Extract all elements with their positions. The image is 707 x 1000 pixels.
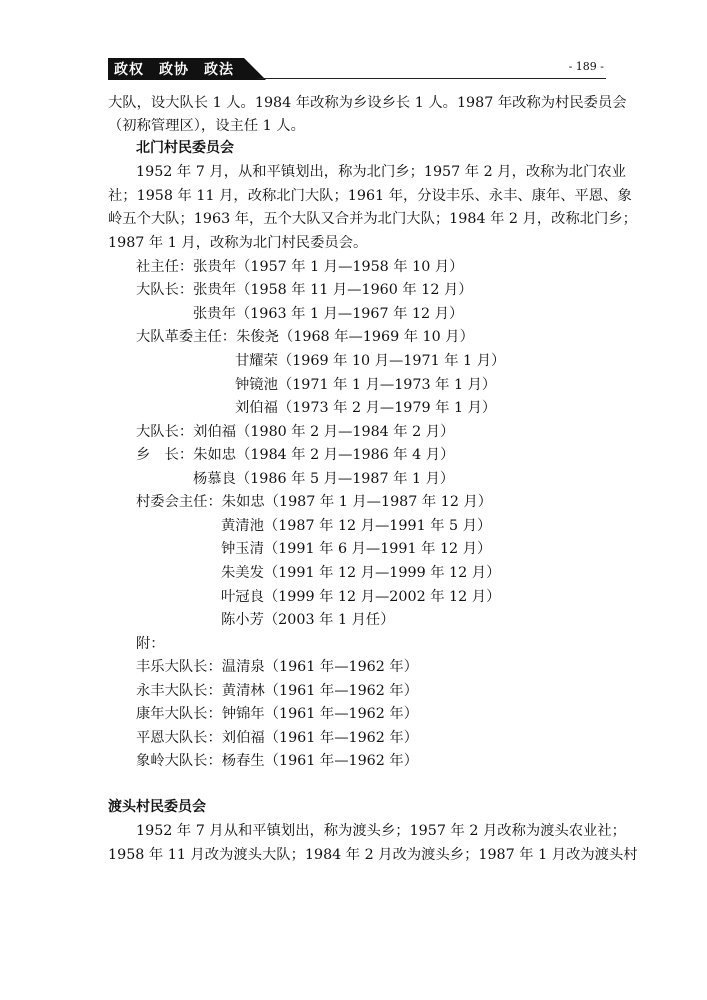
official-entry: 钟玉清（1991 年 6 月—1991 年 12 月） (221, 541, 492, 557)
official-entry: 永丰大队长：黄清林（1961 年—1962 年） (136, 683, 419, 699)
official-entry: 平恩大队长：刘伯福（1961 年—1962 年） (136, 730, 419, 746)
text-line: （初称管理区），设主任 1 人。 (108, 118, 305, 134)
official-entry: 刘伯福（1973 年 2 月—1979 年 1 月） (235, 400, 497, 416)
official-entry: 大队革委主任：朱俊尧（1968 年—1969 年 10 月） (136, 329, 474, 345)
official-entry: 朱美发（1991 年 12 月—1999 年 12 月） (221, 565, 501, 581)
text-line: 社；1958 年 11 月，改称北门大队；1961 年，分设丰乐、永丰、康年、平恩、象 (108, 188, 632, 204)
header-rule (258, 78, 606, 79)
official-entry: 丰乐大队长：温清泉（1961 年—1962 年） (136, 659, 419, 675)
official-entry: 康年大队长：钟锦年（1961 年—1962 年） (136, 706, 419, 722)
official-entry: 象岭大队长：杨春生（1961 年—1962 年） (136, 753, 419, 769)
appendix-label: 附： (136, 636, 165, 652)
official-entry: 村委会主任：朱如忠（1987 年 1 月—1987 年 12 月） (136, 494, 493, 510)
official-entry: 叶冠良（1999 年 12 月—2002 年 12 月） (221, 589, 501, 605)
official-entry: 大队长：张贵年（1958 年 11 月—1960 年 12 月） (136, 282, 473, 298)
text-line: 大队，设大队长 1 人。1984 年改称为乡设乡长 1 人。1987 年改称为村民委员会 (108, 95, 627, 111)
text-line: 岭五个大队；1963 年，五个大队又合并为北门大队；1984 年 2 月，改称北门乡； (108, 211, 637, 227)
official-entry: 杨慕良（1986 年 5 月—1987 年 1 月） (193, 471, 455, 487)
text-line: 1952 年 7 月从和平镇划出，称为渡头乡；1957 年 2 月改称为渡头农业社； (136, 823, 626, 839)
official-entry: 黄清池（1987 年 12 月—1991 年 5 月） (221, 518, 492, 534)
official-entry: 乡 长：朱如忠（1984 年 2 月—1986 年 4 月） (136, 447, 455, 463)
text-line: 1958 年 11 月改为渡头大队；1984 年 2 月改为渡头乡；1987 年 1 月改为渡头村 (108, 847, 638, 863)
section-title: 政权 政协 政法 (114, 62, 234, 78)
official-entry: 甘耀荣（1969 年 10 月—1971 年 1 月） (235, 353, 506, 369)
text-line: 1952 年 7 月，从和平镇划出，称为北门乡；1957 年 2 月，改称为北门农业 (136, 164, 626, 180)
official-entry: 张贵年（1963 年 1 月—1967 年 12 月） (193, 306, 464, 322)
official-entry: 陈小芳（2003 年 1 月任） (221, 612, 395, 628)
header-tab (108, 58, 266, 80)
official-entry: 大队长：刘伯福（1980 年 2 月—1984 年 2 月） (136, 424, 455, 440)
text-line: 1987 年 1 月，改称为北门村民委员会。 (108, 235, 368, 251)
section-heading-dutou: 渡头村民委员会 (108, 799, 206, 815)
page-number: - 189 - (568, 60, 604, 73)
running-header (108, 58, 606, 80)
section-heading-beimen: 北门村民委员会 (136, 140, 234, 156)
official-entry: 社主任：张贵年（1957 年 1 月—1958 年 10 月） (136, 259, 464, 275)
official-entry: 钟镜池（1971 年 1 月—1973 年 1 月） (235, 377, 497, 393)
